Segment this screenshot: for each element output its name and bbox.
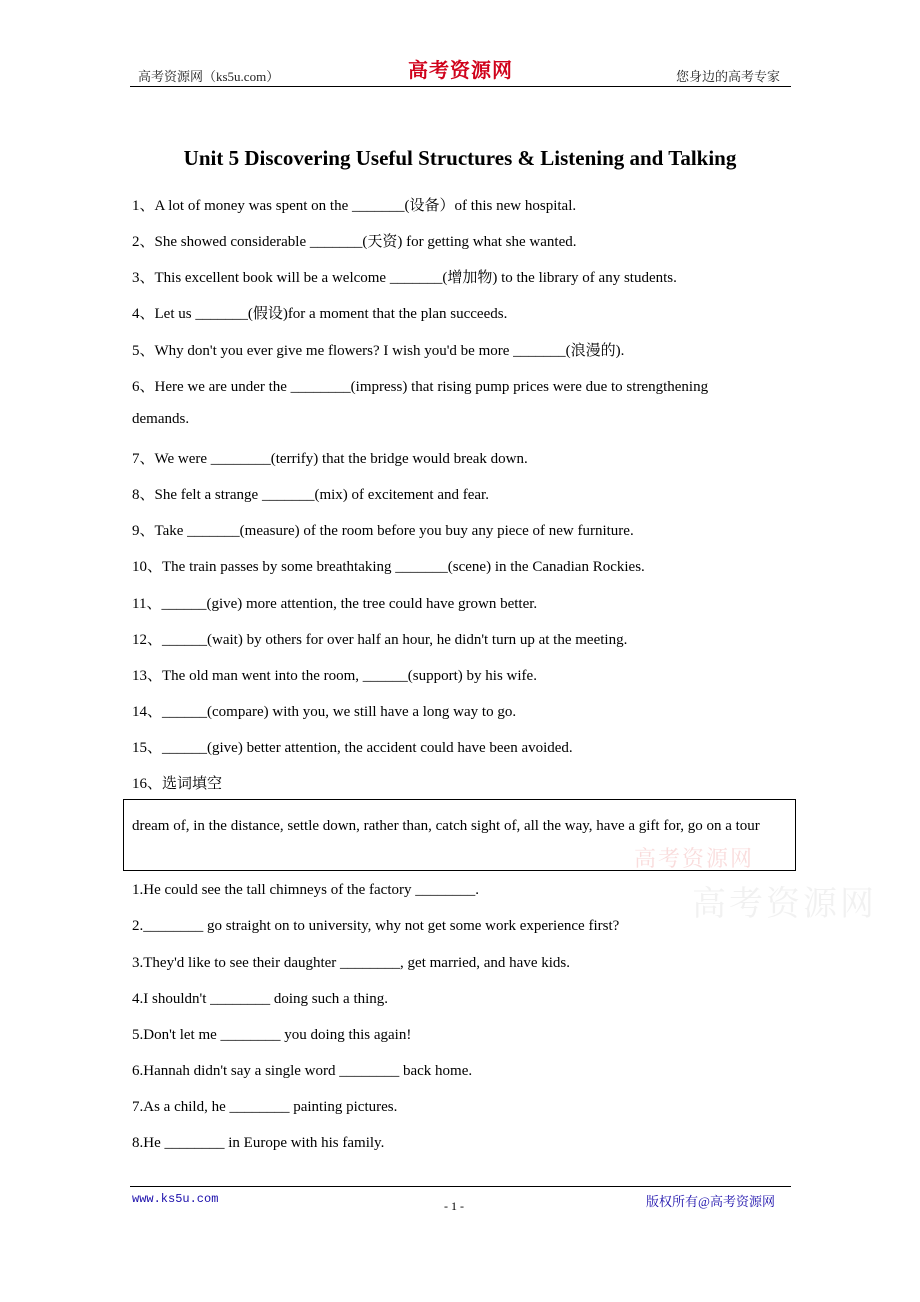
exercise-line: 14、______(compare) with you, we still have a long way to go.	[132, 704, 517, 720]
header-divider	[130, 86, 791, 87]
exercise-line: 8、She felt a strange _______(mix) of excitement and fear.	[132, 487, 489, 503]
exercise-line: 15、______(give) better attention, the accident could have been avoided.	[132, 740, 573, 756]
footer-copyright: 版权所有@高考资源网	[646, 1194, 775, 1209]
header-logo: 高考资源网	[408, 58, 513, 82]
exercise-line: 5、Why don't you ever give me flowers? I wish you'd be more _______(浪漫的).	[132, 343, 625, 359]
exercise-line: 2、She showed considerable _______(天资) for getting what she wanted.	[132, 234, 577, 250]
exercise-line: 10、The train passes by some breathtaking _______(scene) in the Canadian Rockies.	[132, 559, 645, 575]
sentence-line: 5.Don't let me ________ you doing this again!	[132, 1027, 412, 1043]
watermark-small: 高考资源网	[634, 847, 755, 872]
sentence-line: 3.They'd like to see their daughter ________, get married, and have kids.	[132, 955, 570, 971]
watermark-large: 高考资源网	[692, 884, 877, 924]
footer-divider	[130, 1186, 791, 1187]
exercise-line: 13、The old man went into the room, ______(support) by his wife.	[132, 668, 537, 684]
sentence-line: 7.As a child, he ________ painting pictures.	[132, 1099, 398, 1115]
page-title: Unit 5 Discovering Useful Structures & Listening and Talking	[183, 146, 737, 170]
exercise-line: 3、This excellent book will be a welcome _______(增加物) to the library of any students.	[132, 270, 677, 286]
exercise-line: 4、Let us _______(假设)for a moment that the plan succeeds.	[132, 306, 508, 322]
exercise-line: 11、______(give) more attention, the tree could have grown better.	[132, 596, 538, 612]
exercise-line: 9、Take _______(measure) of the room before you buy any piece of new furniture.	[132, 523, 634, 539]
header-site-name: 高考资源网（ks5u.com）	[138, 69, 280, 84]
sentence-line: 1.He could see the tall chimneys of the factory ________.	[132, 882, 479, 898]
exercise-line: 12、______(wait) by others for over half an hour, he didn't turn up at the meeting.	[132, 632, 628, 648]
footer-link[interactable]: www.ks5u.com	[132, 1192, 219, 1206]
sentence-line: 6.Hannah didn't say a single word ________ back home.	[132, 1063, 473, 1079]
exercise-line: demands.	[132, 411, 190, 427]
sentence-line: 2.________ go straight on to university, why not get some work experience first?	[132, 918, 620, 934]
page-number: - 1 -	[444, 1199, 464, 1213]
exercise-line: 6、Here we are under the ________(impress) that rising pump prices were due to strengthening	[132, 379, 709, 395]
sentence-line: 8.He ________ in Europe with his family.	[132, 1135, 385, 1151]
exercise-line: 1、A lot of money was spent on the _______(设备）of this new hospital.	[132, 198, 577, 214]
header-slogan: 您身边的高考专家	[676, 69, 781, 84]
sentence-line: 4.I shouldn't ________ doing such a thing.	[132, 991, 389, 1007]
exercise-line: 7、We were ________(terrify) that the bridge would break down.	[132, 451, 528, 467]
word-bank-text: dream of, in the distance, settle down, rather than, catch sight of, all the way, have a gift for, go on a tour	[132, 818, 760, 834]
section-heading: 16、选词填空	[132, 776, 223, 792]
